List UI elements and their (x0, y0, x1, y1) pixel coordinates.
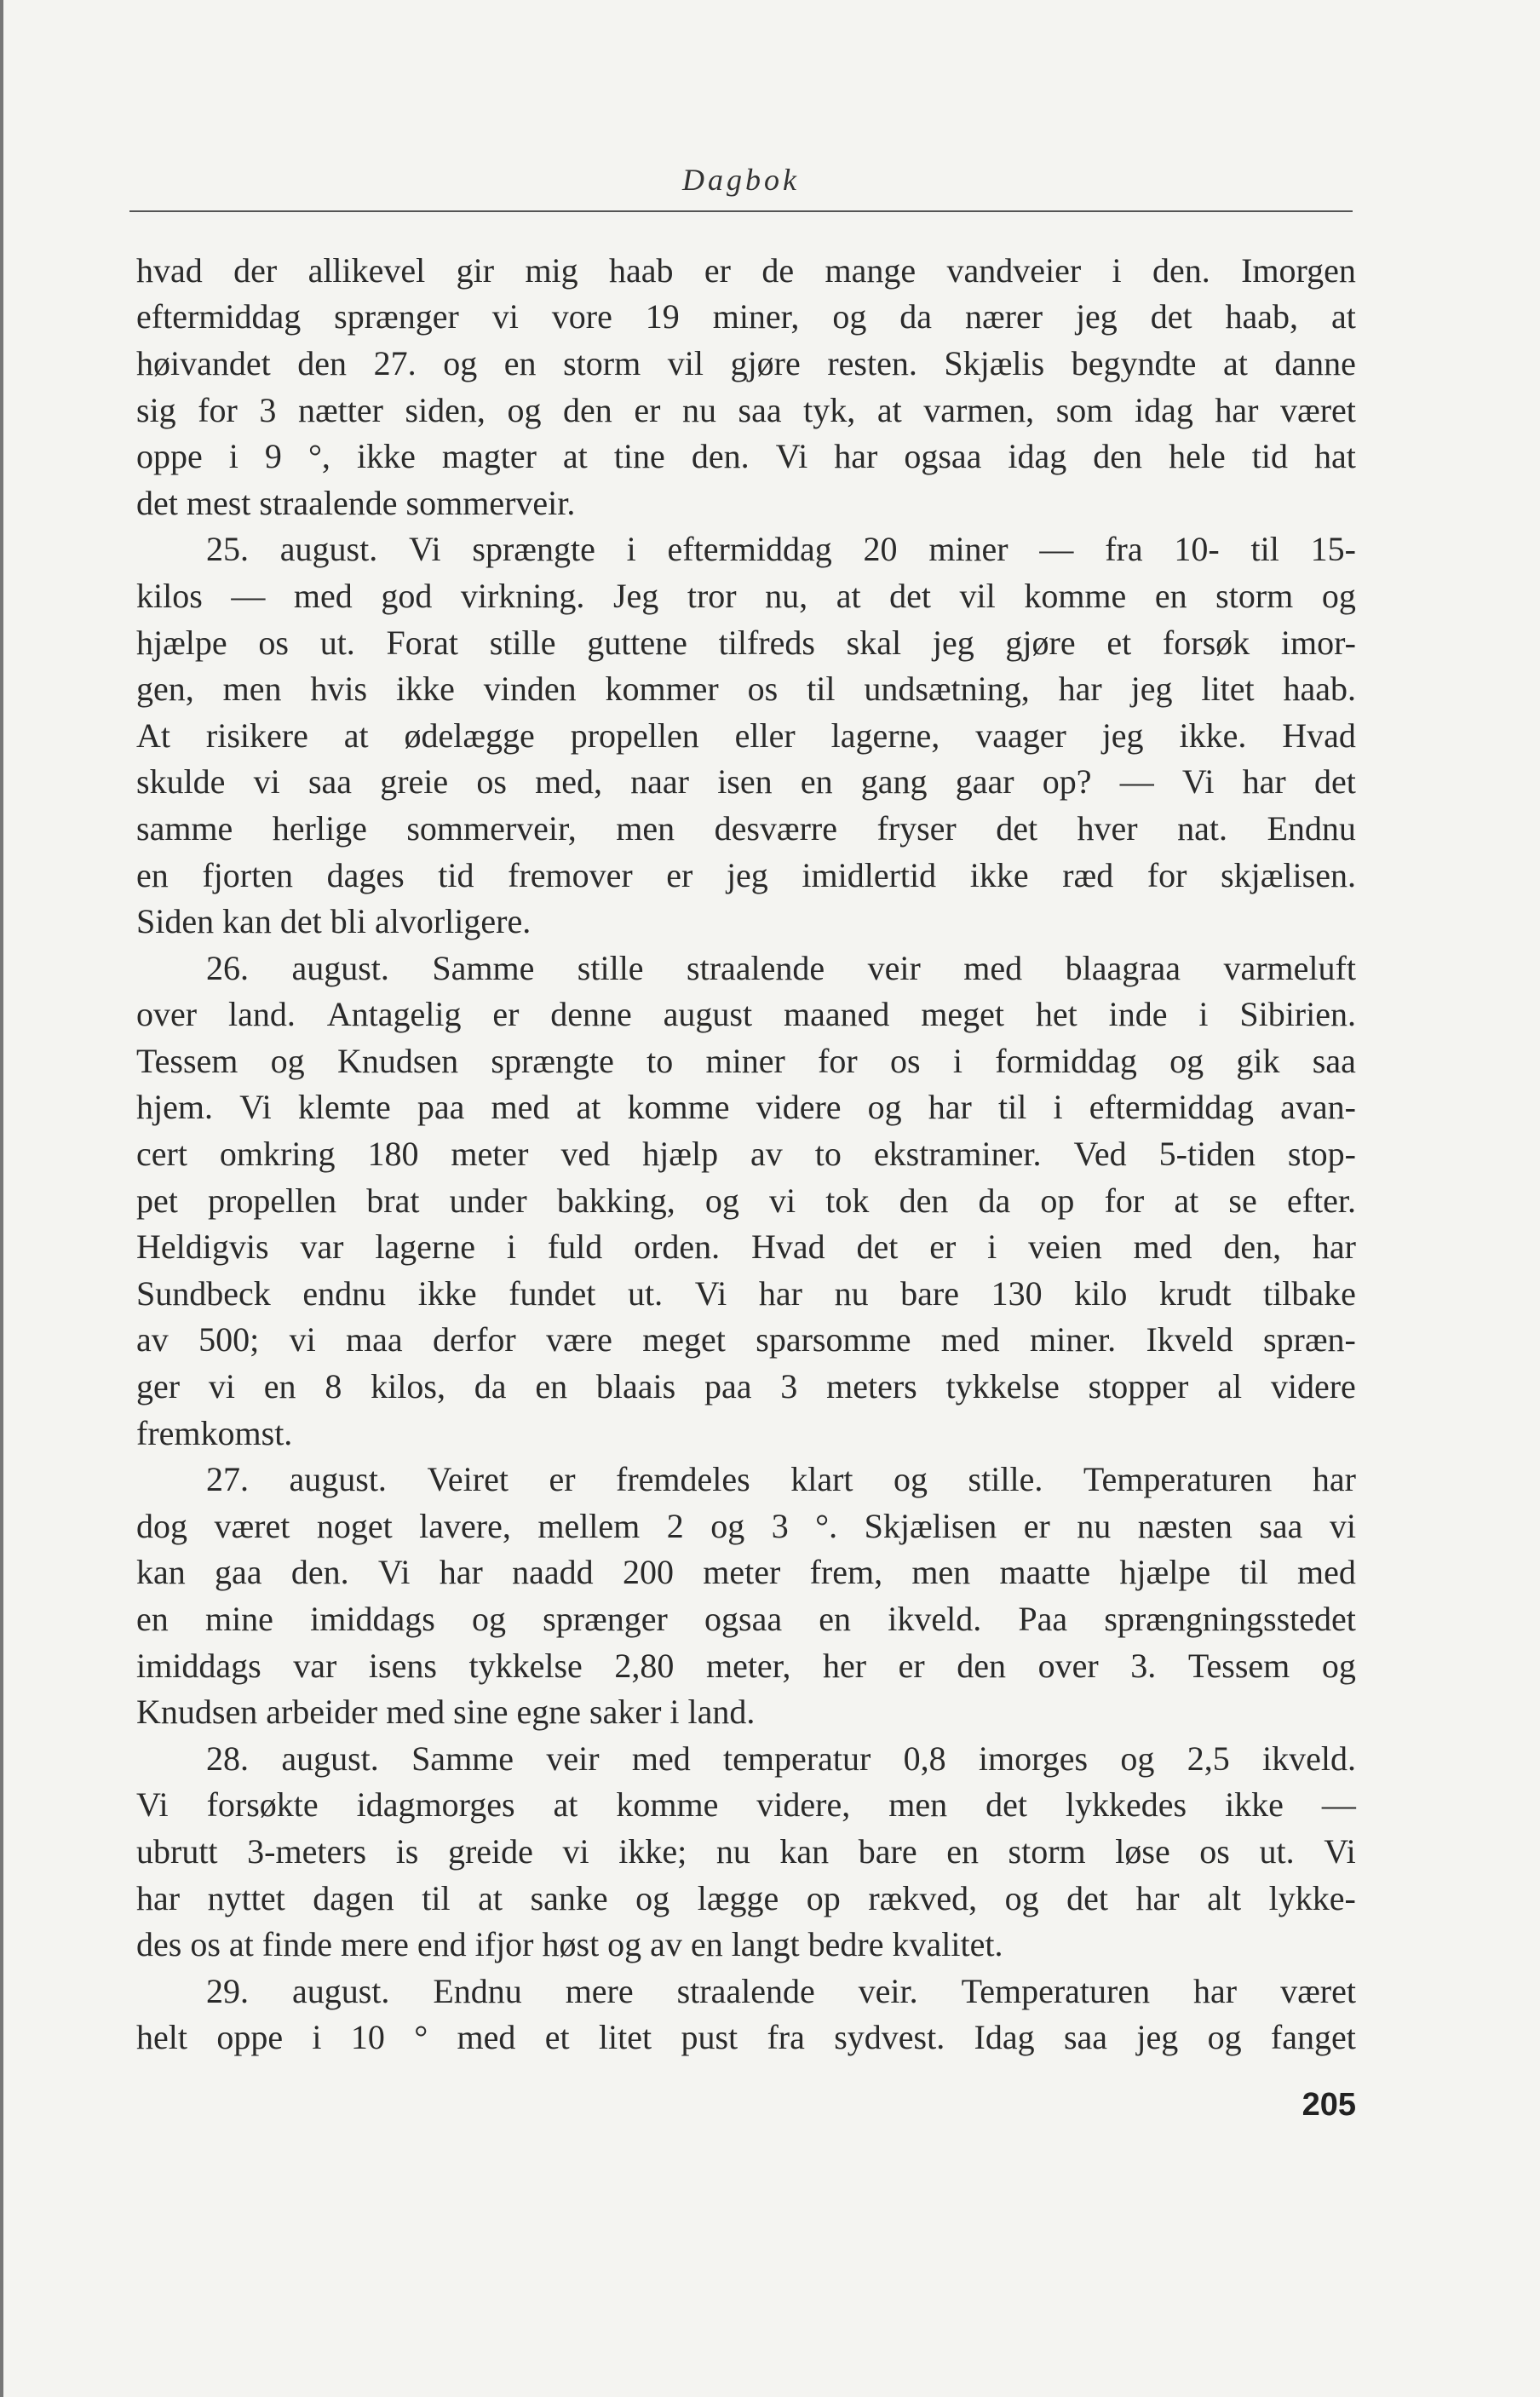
text-line: pet propellen brat under bakking, og vi tok den da op for at se efter. (136, 1181, 1356, 1220)
text-line: Tessem og Knudsen sprængte to miner for os i formiddag og gik saa (136, 1041, 1356, 1080)
text-line: imiddags var isens tykkelse 2,80 meter, her er den over 3. Tessem og (136, 1646, 1356, 1685)
text-line: cert omkring 180 meter ved hjælp av to ekstraminer. Ved 5-tiden stop- (136, 1135, 1356, 1174)
text-line: over land. Antagelig er denne august maaned meget het inde i Sibirien. (136, 995, 1356, 1034)
text-line: Knudsen arbeider med sine egne saker i land. (136, 1693, 756, 1732)
text-line: samme herlige sommerveir, men desværre fryser det hver nat. Endnu (136, 808, 1356, 848)
text-line: Vi forsøkte idagmorges at komme videre, men det lykkedes ikke — (136, 1785, 1356, 1825)
text-line: des os at finde mere end ifjor høst og av en langt bedre kvalitet. (136, 1925, 1003, 1964)
text-line: fremkomst. (136, 1413, 293, 1452)
text-line: Siden kan det bli alvorligere. (136, 902, 532, 941)
text-line: 26. august. Samme stille straalende veir med blaagraa varmeluft (206, 948, 1356, 987)
text-line: 25. august. Vi sprængte i eftermiddag 20 miner — fra 10- til 15- (206, 530, 1356, 569)
text-line: eftermiddag sprænger vi vore 19 miner, og da nærer jeg det haab, at (136, 297, 1356, 336)
text-line: høivandet den 27. og en storm vil gjøre resten. Skjælis begyndte at danne (136, 343, 1356, 382)
text-line: sig for 3 nætter siden, og den er nu saa tyk, at varmen, som idag har været (136, 390, 1356, 429)
text-line: Sundbeck endnu ikke fundet ut. Vi har nu bare 130 kilo krudt tilbake (136, 1273, 1356, 1313)
text-line: helt oppe i 10 ° med et litet pust fra sydvest. Idag saa jeg og fanget (136, 2018, 1356, 2057)
text-line: ubrutt 3-meters is greide vi ikke; nu kan bare en storm løse os ut. Vi (136, 1831, 1356, 1871)
text-line: oppe i 9 °, ikke magter at tine den. Vi har ogsaa idag den hele tid hat (136, 437, 1356, 476)
text-line: kilos — med god virkning. Jeg tror nu, at det vil komme en storm og (136, 576, 1356, 615)
header-rule (129, 210, 1353, 212)
text-line: 27. august. Veiret er fremdeles klart og stille. Temperaturen har (206, 1460, 1356, 1499)
body-text (136, 247, 1356, 2061)
text-line: 29. august. Endnu mere straalende veir. Temperaturen har været (206, 1971, 1356, 2010)
text-line: en fjorten dages tid fremover er jeg imidlertid ikke ræd for skjælisen. (136, 855, 1356, 894)
text-line: hjælpe os ut. Forat stille guttene tilfreds skal jeg gjøre et forsøk imor- (136, 623, 1356, 662)
text-line: gen, men hvis ikke vinden kommer os til undsætning, har jeg litet haab. (136, 670, 1356, 709)
scan-edge (0, 0, 3, 2397)
text-line: har nyttet dagen til at sanke og lægge op rækved, og det har alt lykke- (136, 1878, 1356, 1917)
text-line: av 500; vi maa derfor være meget sparsomme med miner. Ikveld spræn- (136, 1320, 1356, 1359)
running-header: Dagbok (682, 163, 800, 197)
page-number: 205 (1302, 2087, 1356, 2123)
text-line: det mest straalende sommerveir. (136, 483, 576, 522)
text-line: 28. august. Samme veir med temperatur 0,8 imorges og 2,5 ikveld. (206, 1739, 1356, 1778)
text-line: hvad der allikevel gir mig haab er de mange vandveier i den. Imorgen (136, 250, 1356, 290)
text-line: skulde vi saa greie os med, naar isen en gang gaar op? — Vi har det (136, 762, 1356, 802)
text-line: Heldigvis var lagerne i fuld orden. Hvad det er i veien med den, har (136, 1227, 1356, 1267)
text-line: dog været noget lavere, mellem 2 og 3 °. Skjælisen er nu næsten saa vi (136, 1506, 1356, 1545)
text-line: hjem. Vi klemte paa med at komme videre og har til i eftermiddag avan- (136, 1088, 1356, 1127)
text-line: en mine imiddags og sprænger ogsaa en ikveld. Paa sprængningsstedet (136, 1600, 1356, 1639)
text-line: kan gaa den. Vi har naadd 200 meter frem, men maatte hjælpe til med (136, 1553, 1356, 1592)
text-line: At risikere at ødelægge propellen eller lagerne, vaager jeg ikke. Hvad (136, 716, 1356, 755)
text-line: ger vi en 8 kilos, da en blaais paa 3 meters tykkelse stopper al videre (136, 1367, 1356, 1406)
